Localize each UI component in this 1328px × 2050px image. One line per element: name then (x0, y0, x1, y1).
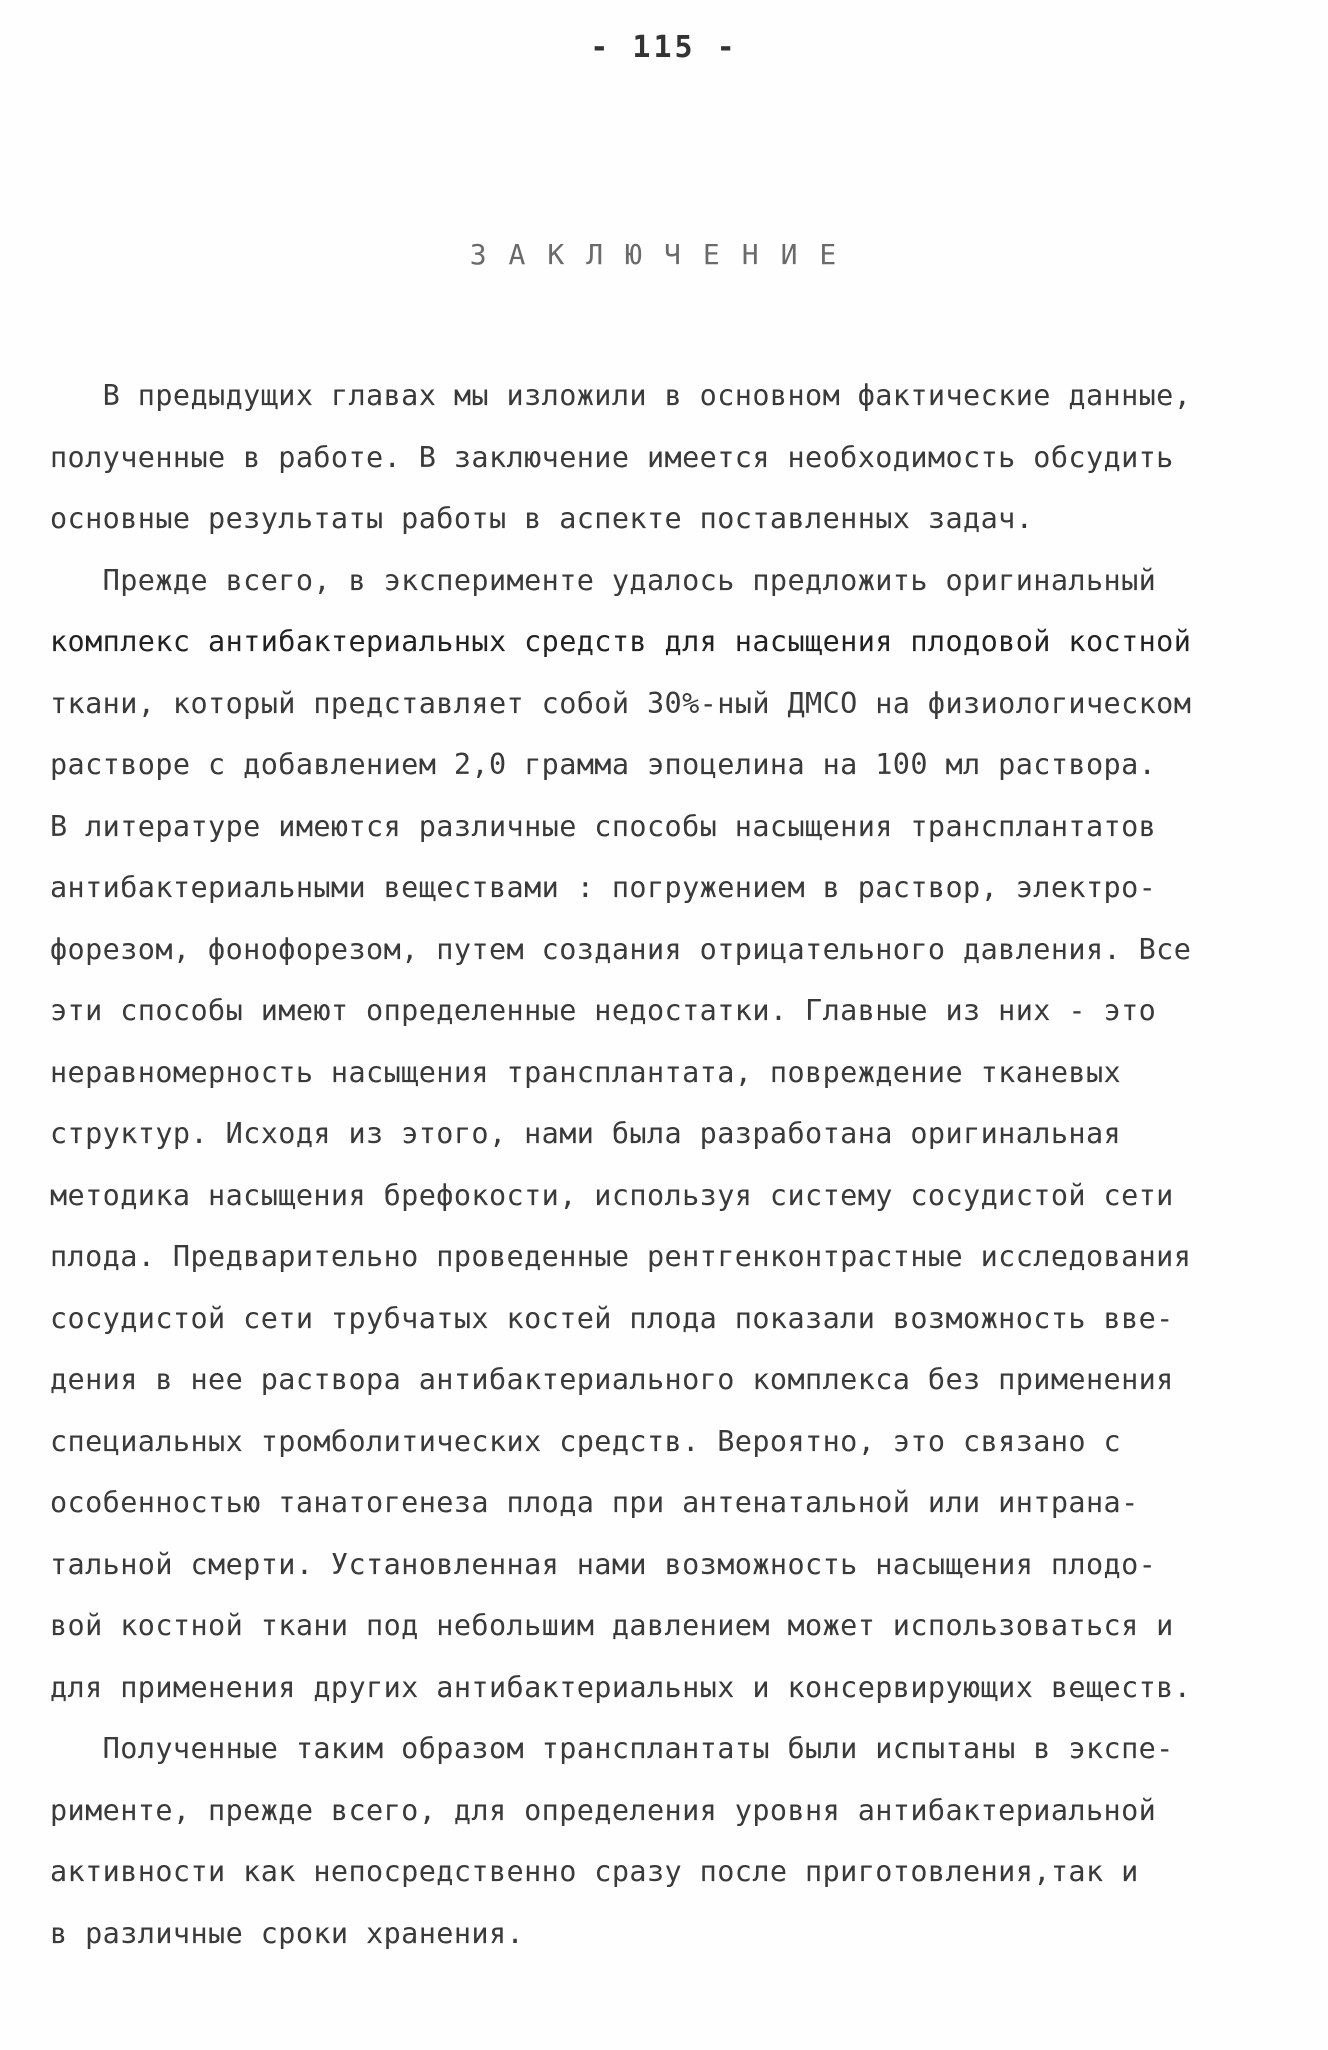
text-line: Полученные таким образом трансплантаты были испытаны в экспе- (50, 1732, 1174, 1765)
text-line: неравномерность насыщения трансплантата, повреждение тканевых (50, 1055, 1122, 1089)
text-line: сосудистой сети трубчатых костей плода показали возможность вве- (50, 1301, 1174, 1335)
text-line: комплекс антибактериальных средств для насыщения плодовой костной (50, 625, 1192, 658)
text-line: эти способы имеют определенные недостатки. Главные из них - это (50, 994, 1157, 1027)
text-line: Прежде всего, в эксперименте удалось предложить оригинальный (50, 563, 1157, 597)
text-line: активности как непосредственно сразу после приготовления,так и (50, 1855, 1139, 1888)
body-text (50, 365, 1280, 1964)
text-line: тальной смерти. Установленная нами возможность насыщения плодо- (50, 1547, 1157, 1581)
text-line: рименте, прежде всего, для определения уровня антибактериальной (50, 1793, 1157, 1827)
text-line: вой костной ткани под небольшим давлением может использоваться и (50, 1609, 1174, 1642)
text-line: антибактериальными веществами : погружением в раствор, электро- (50, 871, 1157, 904)
text-line: в различные сроки хранения. (50, 1916, 525, 1950)
text-line: В литературе имеются различные способы насыщения трансплантатов (50, 809, 1157, 843)
text-line: специальных тромболитических средств. Вероятно, это связано с (50, 1424, 1122, 1458)
page-number: - 115 - (590, 30, 738, 65)
text-line: дения в нее раствора антибактериального комплекса без применения (50, 1363, 1174, 1396)
text-line: методика насыщения брефокости, используя систему сосудистой сети (50, 1178, 1174, 1212)
text-line: основные результаты работы в аспекте поставленных задач. (50, 502, 1034, 535)
text-line: полученные в работе. В заключение имеется необходимость обсудить (50, 440, 1174, 474)
text-line: структур. Исходя из этого, нами была разработана оригинальная (50, 1117, 1122, 1150)
text-line: особенностью танатогенеза плода при антенатальной или интрана- (50, 1486, 1139, 1519)
section-heading: ЗАКЛЮЧЕНИЕ (469, 238, 859, 271)
text-line: растворе с добавлением 2,0 грамма эпоцелина на 100 мл раствора. (50, 748, 1157, 781)
text-line: ткани, который представляет собой 30%-ный ДМСО на физиологическом (50, 686, 1192, 720)
text-line: форезом, фонофорезом, путем создания отрицательного давления. Все (50, 932, 1192, 966)
text-line: В предыдущих главах мы изложили в основном фактические данные, (50, 379, 1192, 412)
text-line: плода. Предварительно проведенные рентгенконтрастные исследования (50, 1240, 1192, 1273)
text-line: для применения других антибактериальных и консервирующих веществ. (50, 1670, 1192, 1704)
